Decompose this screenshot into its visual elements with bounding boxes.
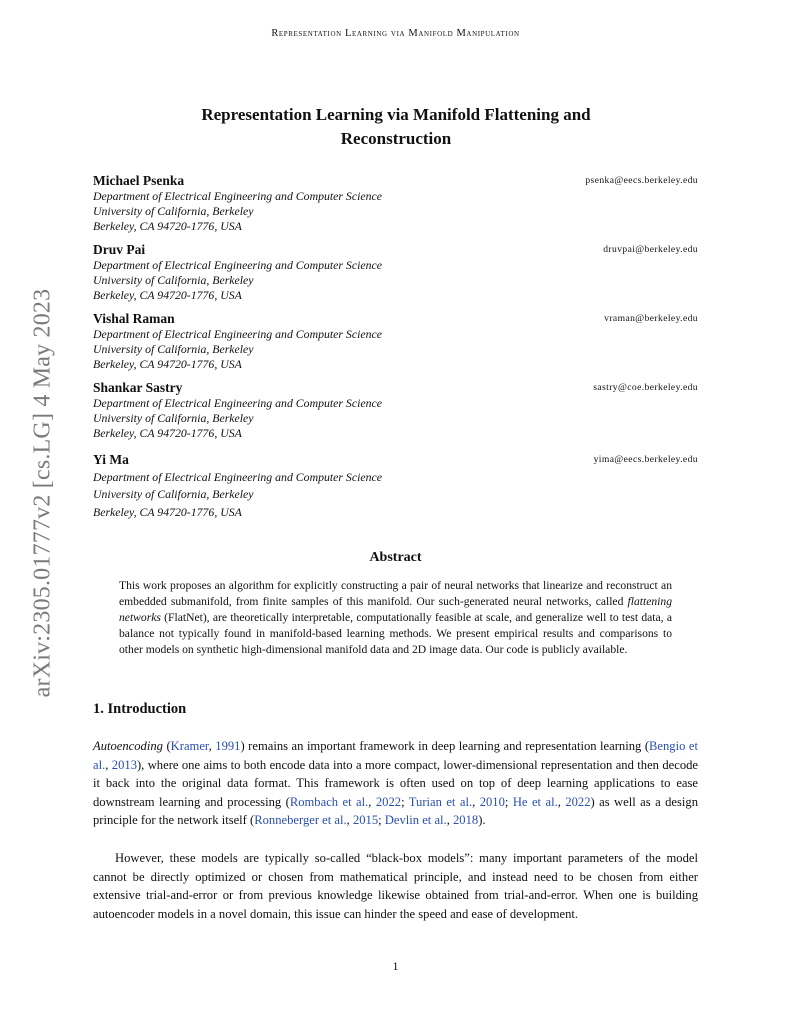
intro-text: ). xyxy=(478,813,486,828)
citation-link[interactable]: 2015 xyxy=(352,813,379,828)
intro-text: , xyxy=(446,813,453,828)
page-number: 1 xyxy=(392,959,399,973)
intro-text: ; xyxy=(401,794,409,809)
intro-text: ) as well as a design principle for the network itself ( xyxy=(93,794,699,828)
author-address: Berkeley, CA 94720-1776, USA xyxy=(93,219,242,233)
title-line-2: Reconstruction xyxy=(340,129,452,148)
citation-link[interactable]: Devlin et al. xyxy=(384,813,447,828)
intro-text: , xyxy=(346,813,353,828)
author-email[interactable]: sastry@coe.berkeley.edu xyxy=(593,382,698,393)
abstract-heading: Abstract xyxy=(369,550,422,565)
running-head: Representation Learning via Manifold Manipulation xyxy=(271,28,520,39)
citation-link[interactable]: Ronneberger et al. xyxy=(254,813,347,828)
intro-text: , xyxy=(368,794,376,809)
abstract-text-part: This work proposes an algorithm for explicitly constructing a pair of neural networks that linearize and reconstruct an embedded submanifold, from finite samples of this manifold. Our such-generated neural networks, called xyxy=(119,579,672,608)
citation-link[interactable]: Bengio et al. xyxy=(93,739,698,772)
citation-link[interactable]: 2022 xyxy=(565,794,591,809)
arxiv-identifier-stamp: arXiv:2305.01777v2 [cs.LG] 4 May 2023 xyxy=(29,288,56,698)
author-email[interactable]: psenka@eecs.berkeley.edu xyxy=(585,175,698,186)
paper-title xyxy=(94,103,698,151)
author-name: Vishal Raman xyxy=(93,311,175,326)
intro-paragraph-1 xyxy=(93,737,698,830)
author-department: Department of Electrical Engineering and Computer Science xyxy=(93,470,382,484)
author-name: Druv Pai xyxy=(93,242,146,257)
author-department: Department of Electrical Engineering and Computer Science xyxy=(93,189,382,203)
citation-link[interactable]: 2013 xyxy=(111,757,137,772)
author-email[interactable]: vraman@berkeley.edu xyxy=(604,313,698,324)
abstract-text xyxy=(119,578,672,658)
citation-link[interactable]: He et al. xyxy=(512,794,558,809)
author-name: Yi Ma xyxy=(93,452,129,467)
citation-link[interactable]: 2022 xyxy=(375,794,402,809)
intro-text: , xyxy=(472,794,480,809)
author-university: University of California, Berkeley xyxy=(93,487,254,501)
intro-text: , xyxy=(557,794,566,809)
intro-emphasis: Autoencoding xyxy=(93,739,163,753)
section-heading-introduction: 1. Introduction xyxy=(93,701,187,717)
intro-text: ( xyxy=(162,739,171,753)
author-address: Berkeley, CA 94720-1776, USA xyxy=(93,426,242,440)
author-university: University of California, Berkeley xyxy=(93,273,254,287)
intro-text: ; xyxy=(504,794,513,809)
abstract-emphasis: flattening networks xyxy=(119,595,672,624)
author-department: Department of Electrical Engineering and Computer Science xyxy=(93,396,382,410)
intro-text: ; xyxy=(378,813,385,828)
title-line-1: Representation Learning via Manifold Flattening and xyxy=(201,105,591,124)
author-university: University of California, Berkeley xyxy=(93,342,254,356)
author-address: Berkeley, CA 94720-1776, USA xyxy=(93,505,242,519)
citation-link[interactable]: 2018 xyxy=(453,813,479,828)
intro-text: However, these models are typically so-called “black-box models”: many important parameters of the model cannot be directly optimized or chosen from mathematical principle, and instead need to be chosen from either extensive trial-and-error or from previous knowledge likewise obtained from trial-and-error. When one is building autoencoder models in a novel domain, this issue can hinder the speed and ease of development. xyxy=(93,851,698,921)
citation-link[interactable]: 1991 xyxy=(215,739,241,753)
intro-paragraph-2 xyxy=(93,849,698,923)
author-address: Berkeley, CA 94720-1776, USA xyxy=(93,288,242,302)
citation-link[interactable]: Turian et al. xyxy=(408,794,473,809)
citation-link[interactable]: 2010 xyxy=(479,794,505,809)
intro-text: ), where one aims to both encode data into a more compact, lower-dimensional representation and then decode it back into the original data format. This framework is often used on top of deep learning applications to ease downstream learning and processing ( xyxy=(93,757,699,809)
author-email[interactable]: druvpai@berkeley.edu xyxy=(603,244,698,255)
author-department: Department of Electrical Engineering and Computer Science xyxy=(93,327,382,341)
intro-text: , xyxy=(208,739,216,753)
citation-link[interactable]: Kramer xyxy=(170,739,209,753)
author-university: University of California, Berkeley xyxy=(93,411,254,425)
author-department: Department of Electrical Engineering and Computer Science xyxy=(93,258,382,272)
author-email[interactable]: yima@eecs.berkeley.edu xyxy=(593,454,698,465)
intro-text: , xyxy=(105,757,112,772)
author-name: Michael Psenka xyxy=(93,173,185,188)
author-name: Shankar Sastry xyxy=(93,380,183,395)
author-university: University of California, Berkeley xyxy=(93,204,254,218)
intro-text: ) remains an important framework in deep learning and representation learning ( xyxy=(240,739,650,753)
citation-link[interactable]: Rombach et al. xyxy=(289,794,369,809)
abstract-text-part: (FlatNet), are theoretically interpretable, computationally feasible at scale, and generalize well to test data, a balance not typically found in manifold-based learning methods. We present empirical results and comparisons to other models on synthetic high-dimensional manifold data and 2D image data. Our code is publicly available. xyxy=(119,611,672,656)
author-address: Berkeley, CA 94720-1776, USA xyxy=(93,357,242,371)
